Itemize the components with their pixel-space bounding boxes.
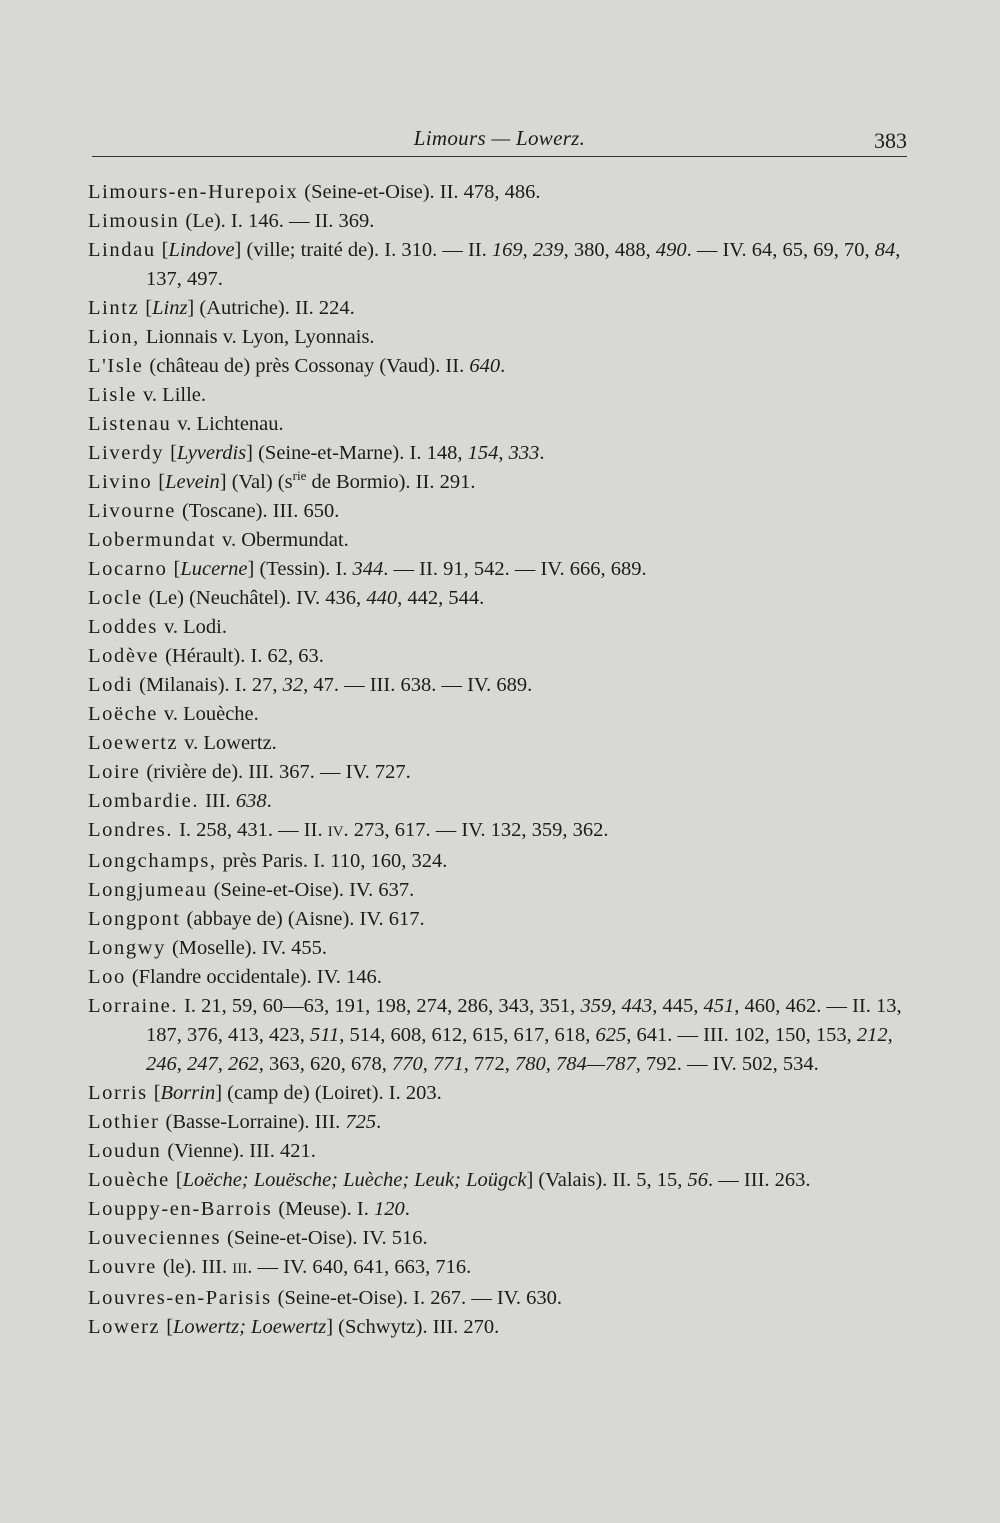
entry-text: près Paris. I. 110, 160, 324.	[222, 850, 448, 872]
index-entry	[88, 526, 908, 555]
running-title: Limours — Lowerz.	[413, 126, 586, 150]
entry-italic-ref: 638	[235, 790, 267, 812]
entry-text: .	[266, 790, 272, 812]
entry-headword: Longjumeau	[88, 879, 208, 901]
index-entry	[88, 1195, 908, 1224]
entry-superscript: rie	[292, 468, 307, 484]
entry-headword: Lobermundat	[88, 529, 217, 551]
entry-text: v. Obermundat.	[222, 529, 349, 551]
entry-text: , 445,	[652, 995, 704, 1017]
entry-headword: Limousin	[88, 210, 180, 232]
entry-text: ] (camp de) (Loiret). I. 203.	[215, 1082, 442, 1104]
entry-text: [	[145, 297, 153, 319]
index-entry	[88, 410, 908, 439]
entry-text: (le). III.	[162, 1256, 233, 1278]
entry-text: . — III. 263.	[708, 1169, 811, 1191]
entry-headword: Lisle	[88, 384, 137, 406]
entry-text: .	[539, 442, 545, 464]
entry-headword: Lorraine.	[88, 995, 179, 1017]
entry-headword: Lowerz	[88, 1316, 161, 1338]
entry-headword: Lothier	[88, 1111, 160, 1133]
entry-text: , 363, 620, 678,	[258, 1053, 392, 1075]
index-entry	[88, 497, 908, 526]
entry-italic-ref: 56	[687, 1169, 709, 1191]
entry-italic-ref: 120	[373, 1198, 405, 1220]
index-entry	[88, 1137, 908, 1166]
entry-text: ,	[422, 1053, 433, 1075]
entry-italic-ref: 451	[703, 995, 735, 1017]
index-entry	[88, 816, 908, 847]
index-entry	[88, 963, 908, 992]
entry-headword: Loudun	[88, 1140, 162, 1162]
entry-headword: L'Isle	[88, 355, 144, 377]
index-entry	[88, 381, 908, 410]
entry-headword: Lindau	[88, 239, 156, 261]
entry-italic-ref: 625	[595, 1024, 627, 1046]
entry-text: ] (Valais). II. 5, 15,	[526, 1169, 688, 1191]
entry-text: [	[170, 442, 177, 464]
entry-text: (abbaye de) (Aisne). IV. 617.	[186, 908, 425, 930]
entry-text: , 792. — IV. 502, 534.	[635, 1053, 819, 1075]
index-entry	[88, 992, 908, 1079]
index-entry	[88, 1108, 908, 1137]
entry-text: ] (Seine-et-Marne). I. 148,	[246, 442, 468, 464]
entry-text: [	[158, 471, 166, 493]
entry-text: (Toscane). III. 650.	[181, 500, 340, 522]
entry-text: ,	[887, 1024, 893, 1046]
index-entry	[88, 700, 908, 729]
entry-headword: Loddes	[88, 616, 158, 638]
entry-text: . — IV. 64, 65, 69, 70,	[686, 239, 875, 261]
entry-headword: Lombardie.	[88, 790, 200, 812]
entry-text: , 442, 544.	[397, 587, 485, 609]
entry-text: ,	[522, 239, 533, 261]
index-entry	[88, 847, 908, 876]
entry-small-caps: III	[232, 1261, 248, 1277]
entry-italic-ref: 212	[856, 1024, 888, 1046]
entry-text: ,	[545, 1053, 556, 1075]
entry-text: , 47. — III. 638. — IV. 689.	[303, 674, 533, 696]
entry-text: , 772,	[463, 1053, 515, 1075]
entry-italic-ref: 246	[146, 1053, 177, 1075]
index-entry	[88, 294, 908, 323]
entry-text: de Bormio). II. 291.	[306, 471, 476, 493]
entry-italic-ref: 490	[655, 239, 687, 261]
entry-text: [	[153, 1082, 161, 1104]
entry-text: v. Louèche.	[163, 703, 259, 725]
entry-italic-ref: 440	[366, 587, 398, 609]
entry-text: (Seine-et-Oise). IV. 516.	[227, 1227, 428, 1249]
entry-italic-ref: 770	[392, 1053, 423, 1075]
index-entry	[88, 439, 908, 468]
entry-text: . — II. 91, 542. — IV. 666, 689.	[383, 558, 647, 580]
entry-text: (Seine-et-Oise). IV. 637.	[213, 879, 415, 901]
entry-text: I. 258, 431. — II.	[179, 819, 328, 841]
entry-headword: Longpont	[88, 908, 181, 930]
index-entry	[88, 1224, 908, 1253]
entry-italic-ref: 359	[580, 995, 612, 1017]
entry-italic-ref: 640	[469, 355, 501, 377]
entry-headword: Longwy	[88, 937, 166, 959]
entry-text: .	[404, 1198, 410, 1220]
entry-text: ] (Tessin). I.	[247, 558, 353, 580]
entry-text: . 273, 617. — IV. 132, 359, 362.	[343, 819, 609, 841]
index-entry	[88, 671, 908, 700]
entry-text: , 460, 462. — II. 13, 187, 376, 413, 423,	[146, 995, 902, 1046]
entry-text: (Vienne). III. 421.	[167, 1140, 316, 1162]
entry-text: .	[500, 355, 506, 377]
entry-text: ] (ville; traité de). I. 310. — II.	[234, 239, 492, 261]
entry-text: I. 21, 59, 60—63, 191, 198, 274, 286, 343, 351,	[184, 995, 581, 1017]
index-entry	[88, 1253, 908, 1284]
entry-italic-ref: 344	[352, 558, 384, 580]
index-entry	[88, 1166, 908, 1195]
entry-text: (Moselle). IV. 455.	[171, 937, 327, 959]
entry-headword: Loewertz	[88, 732, 179, 754]
index-entry	[88, 876, 908, 905]
entry-text: .	[376, 1111, 382, 1133]
entry-italic-ref: Lindove	[168, 239, 235, 261]
entry-small-caps: IV	[327, 824, 344, 840]
entry-text: (Meuse). I.	[278, 1198, 374, 1220]
entry-text: , 380, 488,	[563, 239, 656, 261]
entry-text: . — IV. 640, 641, 663, 716.	[247, 1256, 472, 1278]
entry-italic-ref: Borrin	[160, 1082, 216, 1104]
entry-italic-ref: Lucerne	[180, 558, 248, 580]
entry-headword: Londres.	[88, 819, 174, 841]
entry-text: ,	[498, 442, 509, 464]
page-number: 383	[874, 128, 907, 153]
index-entry	[88, 323, 908, 352]
entry-text: v. Lodi.	[163, 616, 227, 638]
entry-headword: Louvres-en-Parisis	[88, 1287, 272, 1309]
entry-headword: Listenau	[88, 413, 172, 435]
entry-headword: Louveciennes	[88, 1227, 222, 1249]
entry-text: Lionnais v. Lyon, Lyonnais.	[145, 326, 375, 348]
entry-text: ] (Val) (s	[219, 471, 293, 493]
entry-italic-ref: 154	[467, 442, 499, 464]
entry-text: (Seine-et-Oise). I. 267. — IV. 630.	[277, 1287, 562, 1309]
index-entry	[88, 787, 908, 816]
entry-text: (Hérault). I. 62, 63.	[165, 645, 324, 667]
index-entry	[88, 613, 908, 642]
index-entry	[88, 642, 908, 671]
entry-text: (Le) (Neuchâtel). IV. 436,	[148, 587, 367, 609]
index-entry	[88, 555, 908, 584]
entry-text: , 641. — III. 102, 150, 153,	[626, 1024, 857, 1046]
entry-headword: Longchamps,	[88, 850, 217, 872]
entry-headword: Louvre	[88, 1256, 157, 1278]
entry-italic-ref: 84	[874, 239, 896, 261]
index-entry	[88, 729, 908, 758]
entry-headword: Locle	[88, 587, 143, 609]
entry-headword: Loëche	[88, 703, 158, 725]
entry-text: v. Lowertz.	[184, 732, 277, 754]
entry-text: [	[175, 1169, 183, 1191]
entry-italic-ref: 333	[508, 442, 540, 464]
entry-text: v. Lichtenau.	[177, 413, 284, 435]
entry-italic-ref: 771	[433, 1053, 464, 1075]
entry-text: (Basse-Lorraine). III.	[165, 1111, 346, 1133]
entry-headword: Livourne	[88, 500, 176, 522]
entry-text: v. Lille.	[143, 384, 207, 406]
entry-text: , 514, 608, 612, 615, 617, 618,	[339, 1024, 596, 1046]
entry-text: (rivière de). III. 367. — IV. 727.	[146, 761, 411, 783]
entry-headword: Lion,	[88, 326, 140, 348]
entry-italic-ref: 725	[345, 1111, 377, 1133]
entry-headword: Lintz	[88, 297, 140, 319]
entry-text: , 137, 497.	[146, 239, 901, 290]
entry-text: [	[173, 558, 181, 580]
index-entry	[88, 207, 908, 236]
entry-text: ] (Schwytz). III. 270.	[326, 1316, 500, 1338]
entry-italic-ref: 169	[491, 239, 523, 261]
index-entry	[88, 468, 908, 497]
index-entry	[88, 584, 908, 613]
index-entry	[88, 934, 908, 963]
entry-headword: Loire	[88, 761, 141, 783]
entry-italic-ref: 262	[228, 1053, 259, 1075]
entry-headword: Limours-en-Hurepoix	[88, 181, 299, 203]
entry-headword: Liverdy	[88, 442, 165, 464]
entry-text: [	[166, 1316, 174, 1338]
index-entry	[88, 1079, 908, 1108]
index-entry	[88, 1284, 908, 1313]
running-header	[92, 122, 907, 157]
entry-text: ,	[176, 1053, 187, 1075]
entry-italic-ref: Lyverdis	[176, 442, 247, 464]
entry-text: ,	[217, 1053, 228, 1075]
entry-text: (Le). I. 146. — II. 369.	[185, 210, 375, 232]
index-entry	[88, 352, 908, 381]
entry-italic-ref: Linz	[152, 297, 188, 319]
index-entries	[88, 178, 908, 1342]
entry-text: (Flandre occidentale). IV. 146.	[131, 966, 382, 988]
entry-headword: Loo	[88, 966, 126, 988]
entry-text: III.	[205, 790, 236, 812]
entry-text: (château de) près Cossonay (Vaud). II.	[149, 355, 470, 377]
entry-headword: Livino	[88, 471, 153, 493]
index-entry	[88, 178, 908, 207]
entry-italic-ref: 780	[515, 1053, 546, 1075]
entry-text: ,	[611, 995, 622, 1017]
index-entry	[88, 236, 908, 294]
entry-headword: Louèche	[88, 1169, 170, 1191]
entry-italic-ref: Lowertz; Loewertz	[173, 1316, 327, 1338]
entry-italic-ref: 239	[532, 239, 564, 261]
index-entry	[88, 1313, 908, 1342]
entry-text: ] (Autriche). II. 224.	[187, 297, 355, 319]
entry-italic-ref: Levein	[165, 471, 220, 493]
entry-headword: Lodève	[88, 645, 160, 667]
entry-italic-ref: 511	[310, 1024, 340, 1046]
entry-italic-ref: 247	[187, 1053, 218, 1075]
index-entry	[88, 905, 908, 934]
entry-headword: Louppy-en-Barrois	[88, 1198, 273, 1220]
entry-text: [	[161, 239, 169, 261]
entry-headword: Locarno	[88, 558, 168, 580]
entry-italic-ref: 784—787	[556, 1053, 636, 1075]
entry-headword: Lodi	[88, 674, 134, 696]
entry-italic-ref: Loëche; Louësche; Luèche; Leuk; Loügck	[182, 1169, 527, 1191]
entry-italic-ref: 32	[282, 674, 304, 696]
entry-text: (Milanais). I. 27,	[139, 674, 283, 696]
entry-text: (Seine-et-Oise). II. 478, 486.	[304, 181, 541, 203]
entry-italic-ref: 443	[621, 995, 653, 1017]
entry-headword: Lorris	[88, 1082, 148, 1104]
index-entry	[88, 758, 908, 787]
